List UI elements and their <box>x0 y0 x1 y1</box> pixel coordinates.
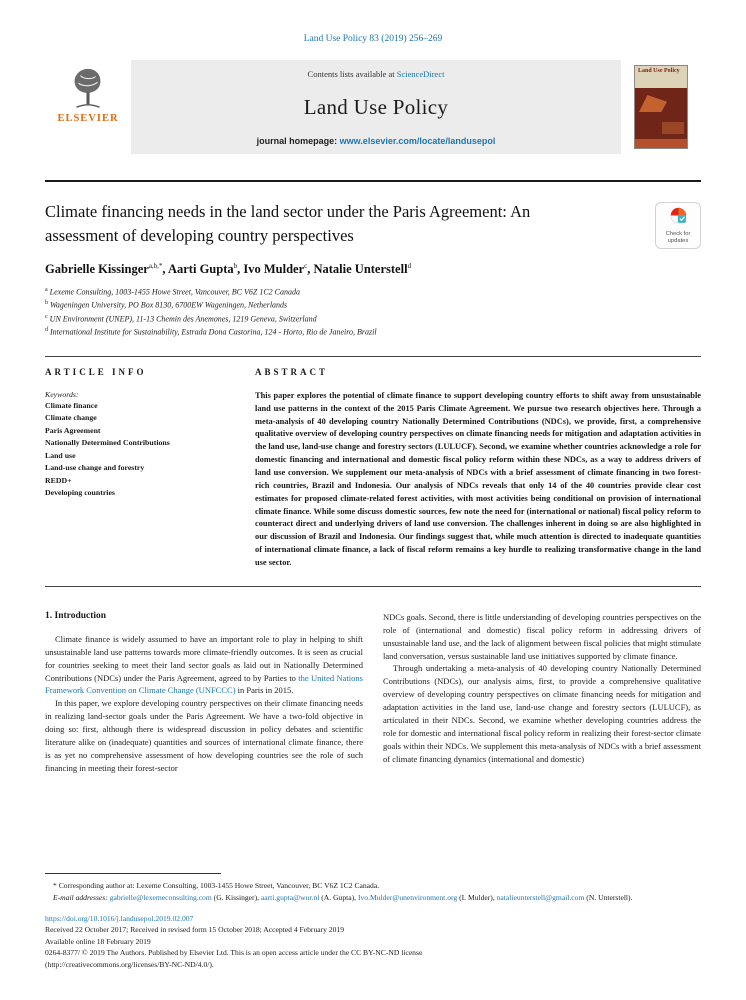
affiliation-text: UN Environment (UNEP), 11-13 Chemin des Anemones, 1219 Geneva, Switzerland <box>49 314 317 324</box>
corresponding-author-note <box>45 880 701 891</box>
cover-art <box>635 88 687 139</box>
author <box>313 262 411 276</box>
article-info-heading: ARTICLE INFO <box>45 366 147 377</box>
author-separator: , <box>162 262 168 276</box>
keyword-item: REDD+ <box>45 475 72 485</box>
affiliation-superscript: b <box>45 300 48 307</box>
affiliation-list <box>45 286 701 340</box>
footnote-divider <box>45 873 221 874</box>
email-link[interactable]: gabrielle@lexemeconsulting.com <box>109 892 212 902</box>
email-owner: (A. Gupta), <box>319 892 358 902</box>
keyword-item: Developing countries <box>45 488 115 498</box>
email-label: E-mail addresses: <box>53 892 110 902</box>
affiliation <box>45 286 701 299</box>
email-owner: (G. Kissinger), <box>211 892 261 902</box>
journal-masthead <box>131 60 621 154</box>
affiliation-text: International Institute for Sustainability, Estrada Dona Castorina, 124 - Horto, Rio de Janeiro, Brazil <box>50 328 377 338</box>
paragraph-text: Climate finance is widely assumed to have an important role to play in helping to shift unsustainable land use patterns towards more climate-friendly outcomes. It is seen as crucial for countries seeking to meet their land sector goals as laid out in Nationally Determined Contributions (NDCs) under the Paris Agreement, agreed to by Parties to <box>45 633 363 683</box>
affiliation-text: Wageningen University, PO Box 8130, 6700EW Wageningen, Netherlands <box>50 301 288 311</box>
cover-title: Land Use Policy <box>635 66 687 88</box>
corresponding-marker: * <box>53 881 59 891</box>
check-updates-label: Check for updates <box>665 231 691 244</box>
section-heading-introduction: 1. Introduction <box>45 610 107 621</box>
body-paragraph: In this paper, we explore developing country perspectives on their climate financing needs in realizing land-sector goals under the Paris Agreement. We have a two-fold objective in doing so: first, although there is widespread discussion in policy debates and scientific literature alike on (inadequate) quantities and sources of international climate finance, there is as yet no comprehensive assessment of how developing countries see the role of such financing in meeting their forest-sector <box>45 698 363 773</box>
author <box>168 262 243 276</box>
cover-footer-strip <box>635 139 687 148</box>
affiliation-superscript: d <box>45 327 48 334</box>
journal-header <box>45 60 701 154</box>
available-online: Available online 18 February 2019 <box>45 936 151 946</box>
author-superscript: c <box>304 261 308 270</box>
publication-info <box>45 913 701 970</box>
received-dates: Received 22 October 2017; Received in revised form 15 October 2018; Accepted 4 February 2019 <box>45 925 345 935</box>
title-row <box>45 200 701 248</box>
header-divider <box>45 180 701 182</box>
email-link[interactable]: natalieunterstell@gmail.com <box>496 892 585 902</box>
keyword-item: Land-use change and forestry <box>45 463 145 473</box>
author-superscript: d <box>407 261 412 270</box>
introduction-section <box>45 611 701 775</box>
email-link[interactable]: Ivo.Mulder@unenvironment.org <box>357 892 458 902</box>
check-for-updates-badge[interactable] <box>655 202 701 249</box>
author-list <box>45 262 701 277</box>
keywords-label: Keywords: <box>45 389 79 399</box>
crossmark-icon <box>670 207 687 224</box>
cover-art-shape <box>639 95 667 112</box>
affiliation-text: Lexeme Consulting, 1003-1455 Howe Street, Vancouver, BC V6Z 1C2 Canada <box>49 287 301 297</box>
author-separator: , <box>237 262 244 276</box>
keyword-item: Land use <box>45 450 76 460</box>
article-title: Climate financing needs in the land sector under the Paris Agreement: An assessment of developing country perspectives <box>45 202 531 245</box>
author-name: Ivo Mulder <box>243 262 305 276</box>
author-superscript: b <box>233 261 238 270</box>
email-addresses-note <box>45 892 701 903</box>
journal-cover <box>621 60 701 154</box>
affiliation <box>45 299 701 312</box>
journal-title: Land Use Policy <box>303 95 449 119</box>
license-line: (http://creativecommons.org/licenses/BY-NC-ND/4.0/). <box>45 959 214 969</box>
email-owner: (N. Unterstell). <box>584 892 633 902</box>
author <box>243 262 313 276</box>
body-column-left <box>45 611 363 775</box>
abstract-column <box>255 367 701 570</box>
contents-prefix: Contents lists available at <box>307 69 397 79</box>
affiliation-superscript: a <box>45 287 48 293</box>
affiliation-superscript: c <box>45 313 48 320</box>
elsevier-tree-icon <box>68 67 108 111</box>
abstract-text: This paper explores the potential of climate finance to support developing country efforts to shift away from unsustainable land use patterns in the context of the 2015 Paris Climate Agreement. We pursue two research objectives here. Through a meta-analysis of 40 developing country Nationally Determined Contributions (NDCs), we provide, first, a comprehensive qualitative overview of developing country perspectives on climate financing needs for mitigation and adaptation activities in the land use, land-use change and forestry sectors (LULUCF). Second, we examine whether countries acknowledge a role for domestic financing and international and domestic fiscal policy reform within these NDCs, as a way to address drivers of land use conversion. We supplement our meta-analysis of NDCs with a brief assessment of climate financing in two forest-rich countries, Brazil and Indonesia. Our analysis of NDCs reveals that only 14 of the 40 countries provide clear cost estimates for proposed climate-related forest activities, with most activities being conditional on provision of international climate finance. While some discuss domestic sources, few note the need for (international or national) fiscal policy reform to counteract direct and underlying drivers of land use conversion. The challenges inherent in doing so are also highlighted in our discussion of Brazil and Indonesia. Our findings suggest that, while much attention is directed to inadequate quantities of international climate finance, a lack of fiscal reform remains a key hurdle to realizing transformative change in the land use sector. <box>255 390 701 567</box>
cover-image <box>634 65 688 149</box>
article-info-abstract-section <box>45 356 701 587</box>
homepage-link[interactable]: www.elsevier.com/locate/landusepol <box>339 136 496 146</box>
keyword-item: Nationally Determined Contributions <box>45 438 170 448</box>
elsevier-wordmark: ELSEVIER <box>57 113 119 124</box>
author <box>45 262 168 276</box>
body-paragraph: Through undertaking a meta-analysis of 40 developing country Nationally Determined Contributions (NDCs), our analysis aims, first, to provide a comprehensive qualitative overview of developing country perspectives on climate financing needs for mitigation and adaptation activities in the land use, land-use change and forestry sectors (LULUCF), as articulated in their NDCs. Second, we examine whether developing countries address the role for domestic and international fiscal policy reform in realizing their forest-sector climate goals within their NDCs. We supplement this meta-analysis of NDCs with a brief assessment of climate financing dynamics (international and domestic) <box>383 663 701 764</box>
author-name: Aarti Gupta <box>167 262 234 276</box>
corresponding-text: Corresponding author at: Lexeme Consulting, 1003-1455 Howe Street, Vancouver, BC V6Z 1C2 Canada. <box>58 881 380 891</box>
body-paragraph <box>45 633 363 698</box>
author-separator: , <box>307 262 314 276</box>
author-name: Gabrielle Kissinger <box>45 262 149 276</box>
affiliation <box>45 326 701 339</box>
keyword-item: Climate change <box>45 413 97 423</box>
unfccc-link[interactable]: the United Nations Framework Convention on Climate Change (UNFCCC) <box>45 672 363 696</box>
copyright-line: 0264-8377/ © 2019 The Authors. Published by Elsevier Ltd. This is an open access article under the CC BY-NC-ND license <box>45 948 423 958</box>
keyword-item: Paris Agreement <box>45 425 101 435</box>
email-link[interactable]: aarti.gupta@wur.nl <box>260 892 320 902</box>
body-column-right <box>383 611 701 775</box>
author-superscript: a,b,* <box>148 261 163 270</box>
paragraph-text: in Paris in 2015. <box>235 685 294 696</box>
cover-art-shape <box>662 122 684 134</box>
article-info-column <box>45 367 215 570</box>
sciencedirect-link[interactable]: ScienceDirect <box>396 69 445 79</box>
keyword-item: Climate finance <box>45 400 98 410</box>
doi-link[interactable]: https://doi.org/10.1016/j.landusepol.2019.02.007 <box>45 914 194 924</box>
homepage-line <box>135 136 617 146</box>
journal-citation: Land Use Policy 83 (2019) 256–269 <box>303 34 443 44</box>
body-paragraph: NDCs goals. Second, there is little understanding of developing countries perspectives on the role of (international and domestic) fiscal policy reform in addressing drivers of unsustainable land use, and the lack of alignment between fiscal policies that might stimulate land conversation, versus sustainable land use initiatives supported by climate finance. <box>383 611 701 661</box>
abstract-heading: ABSTRACT <box>255 366 329 377</box>
affiliation <box>45 313 701 326</box>
email-owner: (I. Mulder), <box>457 892 497 902</box>
author-name: Natalie Unterstell <box>313 262 408 276</box>
elsevier-logo <box>45 60 131 154</box>
footnotes <box>45 873 701 970</box>
contents-line <box>135 69 617 79</box>
homepage-label: journal homepage: <box>256 136 340 146</box>
